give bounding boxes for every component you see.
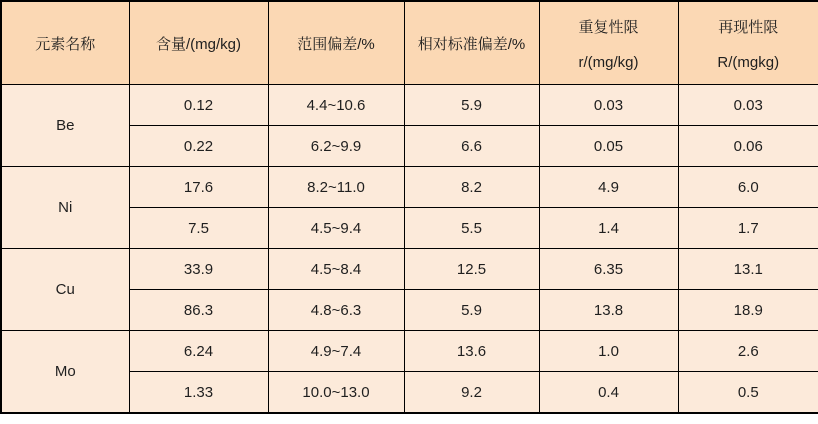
table-row [1,249,818,290]
value-cell: 0.22 [129,126,268,167]
value-cell: 1.0 [539,331,678,372]
value-cell: 1.33 [129,372,268,414]
value-cell: 1.4 [539,208,678,249]
value-cell: 5.5 [404,208,539,249]
repeatability-limit-title: 重复性限 [578,18,639,36]
table-body [1,85,818,414]
header-row [1,1,818,85]
value-cell: 9.2 [404,372,539,414]
value-cell: 8.2~11.0 [268,167,404,208]
col-header-element-name: 元素名称 [1,1,129,85]
reproducibility-limit-title: 再现性限 [718,18,779,36]
value-cell: 17.6 [129,167,268,208]
value-cell: 5.9 [404,290,539,331]
value-cell: 13.8 [539,290,678,331]
table-row [1,85,818,126]
col-header-range-deviation: 范围偏差/% [268,1,404,85]
value-cell: 18.9 [678,290,818,331]
value-cell: 6.6 [404,126,539,167]
value-cell: 7.5 [129,208,268,249]
value-cell: 4.5~8.4 [268,249,404,290]
value-cell: 6.24 [129,331,268,372]
col-header-reproducibility-limit [678,1,818,85]
value-cell: 4.9 [539,167,678,208]
col-header-content: 含量/(mg/kg) [129,1,268,85]
value-cell: 6.0 [678,167,818,208]
value-cell: 0.5 [678,372,818,414]
value-cell: 0.4 [539,372,678,414]
value-cell: 8.2 [404,167,539,208]
value-cell: 4.8~6.3 [268,290,404,331]
element-name-cell: Cu [1,249,129,331]
col-header-repeatability-limit [539,1,678,85]
value-cell: 13.1 [678,249,818,290]
value-cell: 6.2~9.9 [268,126,404,167]
col-header-relative-std-deviation: 相对标准偏差/% [404,1,539,85]
table-row [1,167,818,208]
value-cell: 6.35 [539,249,678,290]
reproducibility-limit-unit: R/(mgkg) [717,53,780,71]
table-header [1,1,818,85]
table-row [1,331,818,372]
value-cell: 1.7 [678,208,818,249]
value-cell: 12.5 [404,249,539,290]
value-cell: 86.3 [129,290,268,331]
value-cell: 0.03 [539,85,678,126]
value-cell: 5.9 [404,85,539,126]
element-name-cell: Ni [1,167,129,249]
value-cell: 4.4~10.6 [268,85,404,126]
value-cell: 0.05 [539,126,678,167]
value-cell: 0.06 [678,126,818,167]
repeatability-limit-unit: r/(mg/kg) [578,53,639,71]
value-cell: 10.0~13.0 [268,372,404,414]
value-cell: 2.6 [678,331,818,372]
value-cell: 4.5~9.4 [268,208,404,249]
value-cell: 0.03 [678,85,818,126]
element-name-cell: Mo [1,331,129,414]
value-cell: 33.9 [129,249,268,290]
element-name-cell: Be [1,85,129,167]
value-cell: 13.6 [404,331,539,372]
value-cell: 0.12 [129,85,268,126]
value-cell: 4.9~7.4 [268,331,404,372]
